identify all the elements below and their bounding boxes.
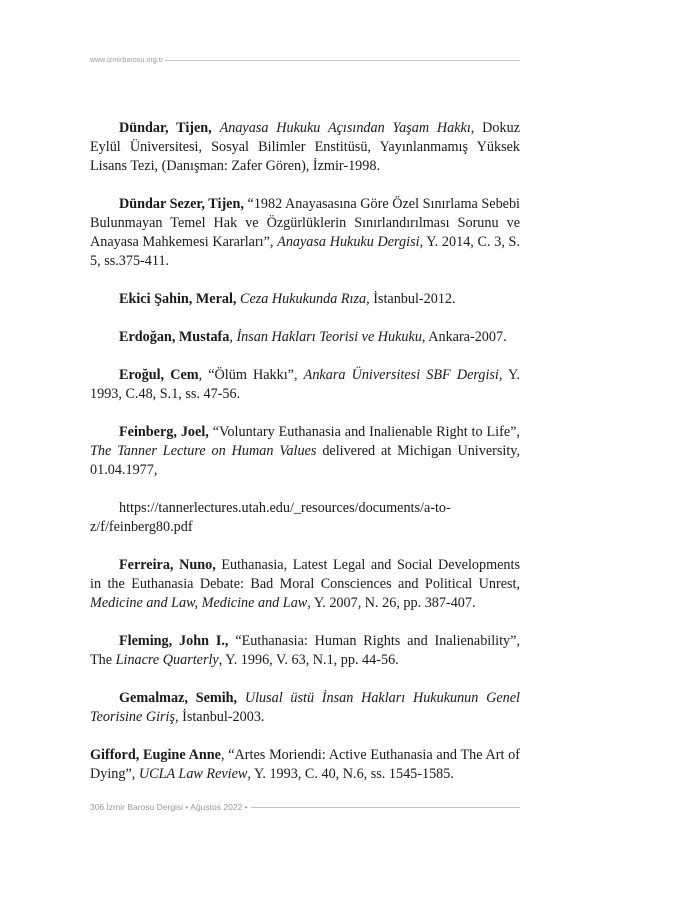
bibliography-entry bbox=[90, 423, 520, 480]
entry-text: https://tannerlectures.utah.edu/_resources/documents/a-to-z/f/feinberg80.pdf bbox=[90, 500, 451, 535]
bibliography-list bbox=[90, 119, 520, 803]
entry-text: , Y. 1993, C.48, S.1, ss. 47-56. bbox=[90, 367, 520, 402]
entry-text: “Voluntary Euthanasia and Inalienable Right to Life”, bbox=[208, 424, 520, 440]
bibliography-entry bbox=[90, 328, 520, 347]
entry-work-title: Ceza Hukukunda Rıza bbox=[240, 291, 367, 307]
entry-work-title: Anayasa Hukuku Açısından Yaşam Hakkı bbox=[219, 120, 471, 136]
entry-text: delivered at Michigan University, 01.04.1977, bbox=[90, 443, 520, 478]
entry-text: , Y. 1996, V. 63, N.1, pp. 44-56. bbox=[218, 652, 399, 668]
header-rule bbox=[165, 60, 520, 61]
entry-work-title: Medicine and Law, Medicine and Law bbox=[90, 595, 308, 611]
entry-author: Fleming, John I., bbox=[119, 633, 229, 649]
entry-work-title: Linacre Quarterly bbox=[115, 652, 219, 668]
header-url: www.izmirbarosu.org.tr bbox=[90, 56, 164, 64]
entry-text: Euthanasia, Latest Legal and Social Developments in the Euthanasia Debate: Bad Moral Consciences and Political Unrest, bbox=[90, 557, 520, 592]
entry-author: Ferreira, Nuno, bbox=[119, 557, 216, 573]
entry-text: “1982 Anayasasına Göre Özel Sınırlama Sebebi Bulunmayan Temel Hak ve Özgürlüklerin Sınırlandırılması Sorunu ve Anayasa Mahkemesi Kararları”, bbox=[90, 196, 520, 250]
entry-author: Dündar, Tijen, bbox=[119, 120, 212, 136]
entry-text: “Euthanasia: Human Rights and Inalienability”, The bbox=[90, 633, 520, 668]
entry-author: Ekici Şahin, Meral, bbox=[119, 291, 237, 307]
entry-author: Eroğul, Cem bbox=[119, 367, 199, 383]
entry-text: , Ankara-2007. bbox=[421, 329, 507, 345]
entry-text: , Y. 2007, N. 26, pp. 387-407. bbox=[307, 595, 476, 611]
entry-text: , Y. 1993, C. 40, N.6, ss. 1545-1585. bbox=[247, 766, 454, 782]
bibliography-entry bbox=[90, 195, 520, 271]
page-footer bbox=[90, 800, 520, 814]
bibliography-entry bbox=[90, 746, 520, 784]
entry-text: , Dokuz Eylül Üniversitesi, Sosyal Bilimler Enstitüsü, Yayınlanmamış Yüksek Lisans Tezi, (Danışman: Zafer Gören), İzmir-1998. bbox=[90, 120, 521, 174]
entry-work-title: Ulusal üstü İnsan Hakları Hukukunun Genel Teorisine Giriş bbox=[90, 690, 520, 725]
entry-author: Feinberg, Joel, bbox=[119, 424, 209, 440]
entry-author: Dündar Sezer, Tijen, bbox=[119, 196, 244, 212]
entry-text bbox=[237, 690, 245, 706]
entry-text bbox=[212, 120, 220, 136]
entry-work-title: İnsan Hakları Teorisi ve Hukuku bbox=[236, 329, 422, 345]
bibliography-entry bbox=[90, 499, 520, 537]
entry-work-title: Ankara Üniversitesi SBF Dergisi bbox=[303, 367, 499, 383]
entry-text: , İstanbul-2012. bbox=[366, 291, 456, 307]
bibliography-entry bbox=[90, 556, 520, 613]
entry-work-title: The Tanner Lecture on Human Values bbox=[90, 443, 317, 459]
bibliography-entry bbox=[90, 689, 520, 727]
bibliography-entry bbox=[90, 366, 520, 404]
entry-text: , Y. 2014, C. 3, S. 5, ss.375-411. bbox=[90, 234, 520, 269]
bibliography-entry bbox=[90, 632, 520, 670]
bibliography-entry bbox=[90, 290, 520, 309]
entry-author: Gifford, Eugine Anne bbox=[90, 747, 221, 763]
entry-author: Gemalmaz, Semih, bbox=[119, 690, 238, 706]
footer-rule bbox=[251, 807, 520, 808]
entry-author: Erdoğan, Mustafa bbox=[119, 329, 230, 345]
page-header bbox=[90, 53, 520, 67]
entry-text: , “Ölüm Hakkı”, bbox=[198, 367, 304, 383]
entry-work-title: Anayasa Hukuku Dergisi bbox=[277, 234, 420, 250]
footer-text: 306 İzmir Barosu Dergisi • Ağustos 2022 • bbox=[90, 802, 248, 812]
entry-work-title: UCLA Law Review bbox=[138, 766, 248, 782]
bibliography-entry bbox=[90, 119, 520, 176]
entry-text: , bbox=[229, 329, 237, 345]
entry-text: , İstanbul-2003. bbox=[175, 709, 265, 725]
entry-text: , “Artes Moriendi: Active Euthanasia and The Art of Dying”, bbox=[90, 747, 521, 782]
